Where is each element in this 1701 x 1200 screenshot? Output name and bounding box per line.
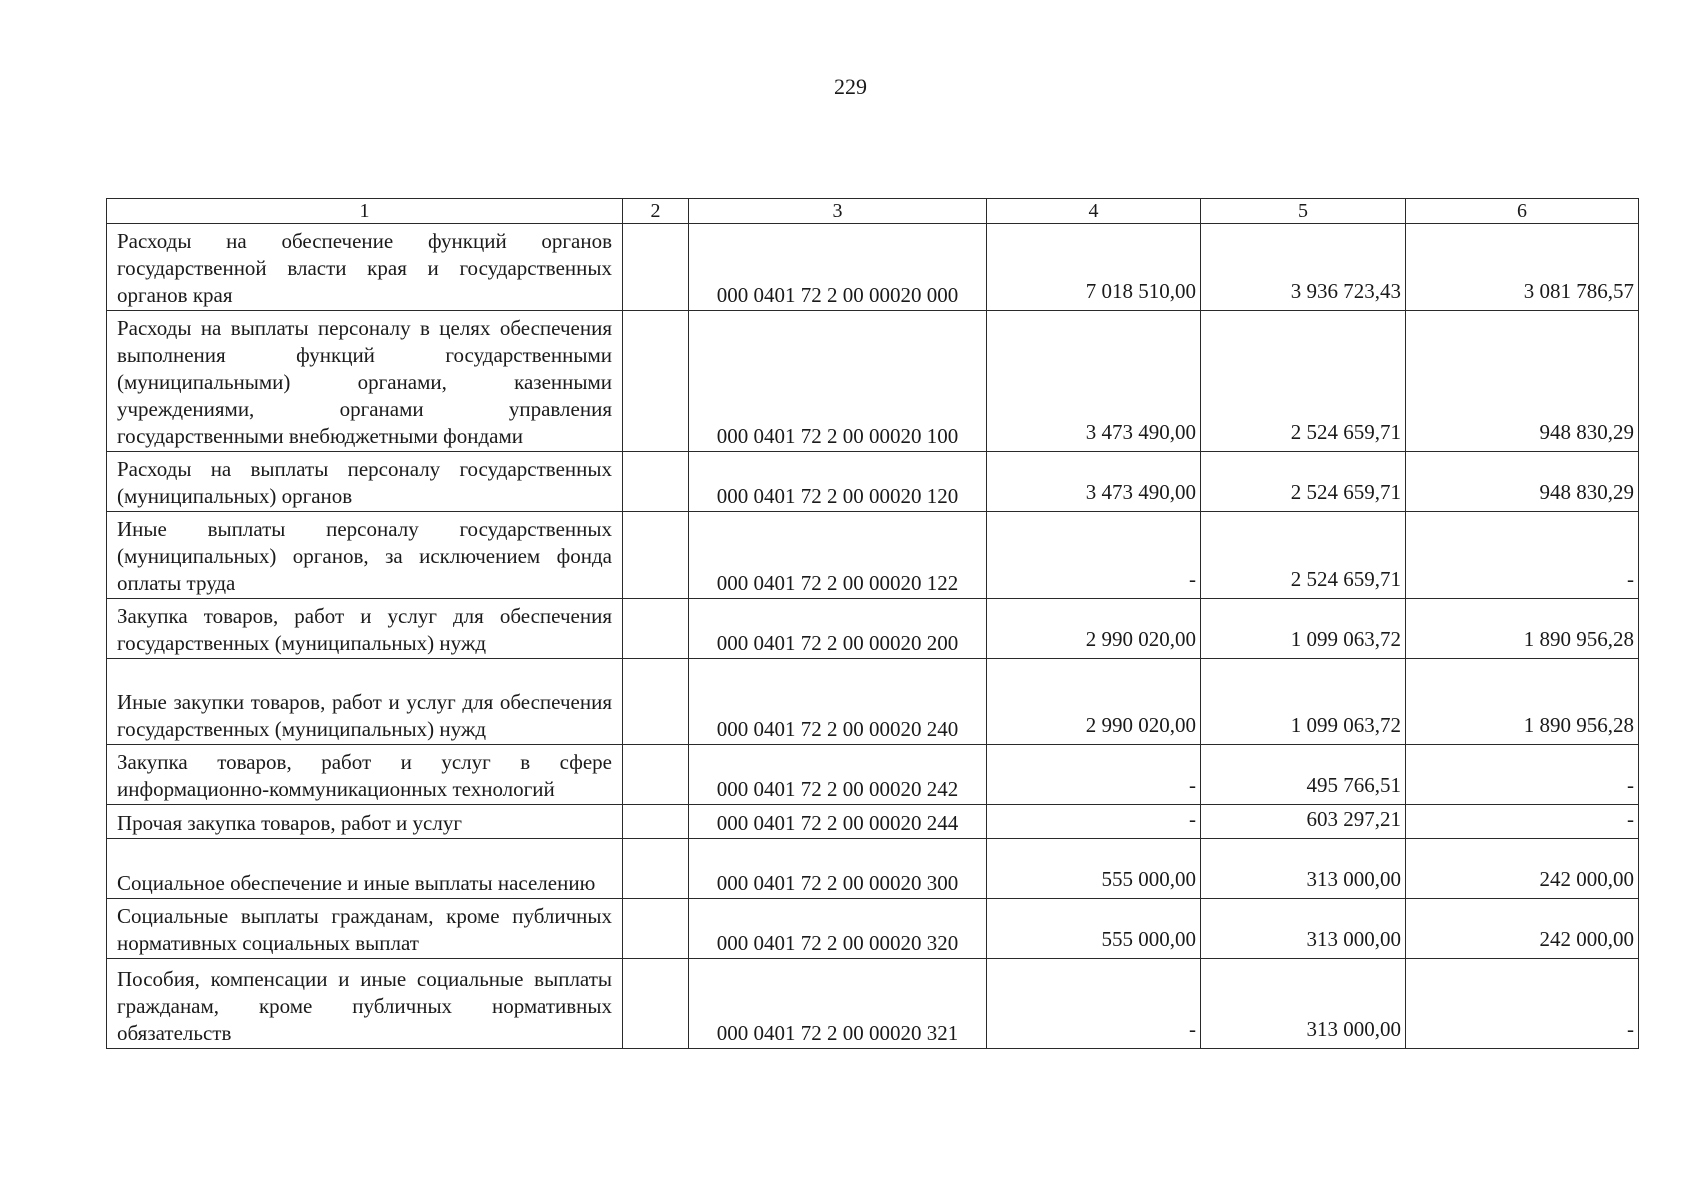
row-unexecuted: 1 890 956,28: [1406, 599, 1639, 659]
row-col2: [623, 745, 689, 805]
row-description: Пособия, компенсации и иные социальные выплаты гражданам, кроме публичных нормативных обязательств: [107, 959, 623, 1049]
row-unexecuted: -: [1406, 805, 1639, 839]
table-row: [107, 512, 1639, 599]
row-unexecuted: 3 081 786,57: [1406, 224, 1639, 311]
row-approved: 555 000,00: [987, 899, 1201, 959]
row-approved: 555 000,00: [987, 839, 1201, 899]
table-row: [107, 659, 1639, 745]
row-unexecuted: -: [1406, 512, 1639, 599]
row-description: Закупка товаров, работ и услуг для обеспечения государственных (муниципальных) нужд: [107, 599, 623, 659]
table-row: [107, 959, 1639, 1049]
row-approved: 3 473 490,00: [987, 452, 1201, 512]
row-unexecuted: 242 000,00: [1406, 839, 1639, 899]
row-executed: 2 524 659,71: [1201, 311, 1406, 452]
row-description: Расходы на обеспечение функций органов государственной власти края и государственных органов края: [107, 224, 623, 311]
row-executed: 3 936 723,43: [1201, 224, 1406, 311]
row-col2: [623, 805, 689, 839]
row-description: Иные закупки товаров, работ и услуг для обеспечения государственных (муниципальных) нужд: [107, 659, 623, 745]
row-code: 000 0401 72 2 00 00020 100: [689, 311, 987, 452]
row-description: Иные выплаты персоналу государственных (муниципальных) органов, за исключением фонда оплаты труда: [107, 512, 623, 599]
row-approved: -: [987, 745, 1201, 805]
row-approved: -: [987, 805, 1201, 839]
row-col2: [623, 959, 689, 1049]
row-code: 000 0401 72 2 00 00020 320: [689, 899, 987, 959]
row-unexecuted: 1 890 956,28: [1406, 659, 1639, 745]
row-code: 000 0401 72 2 00 00020 244: [689, 805, 987, 839]
row-executed: 313 000,00: [1201, 959, 1406, 1049]
row-code: 000 0401 72 2 00 00020 120: [689, 452, 987, 512]
column-number: 2: [623, 199, 689, 224]
row-unexecuted: -: [1406, 959, 1639, 1049]
budget-table-container: [106, 198, 1638, 1049]
table-row: [107, 839, 1639, 899]
row-description: Расходы на выплаты персоналу государственных (муниципальных) органов: [107, 452, 623, 512]
table-row: [107, 899, 1639, 959]
row-description: Закупка товаров, работ и услуг в сфере информационно-коммуникационных технологий: [107, 745, 623, 805]
row-executed: 495 766,51: [1201, 745, 1406, 805]
row-description: Социальные выплаты гражданам, кроме публичных нормативных социальных выплат: [107, 899, 623, 959]
page-number: 229: [834, 74, 867, 99]
column-number-row: [107, 199, 1639, 224]
row-col2: [623, 599, 689, 659]
row-approved: 2 990 020,00: [987, 659, 1201, 745]
row-unexecuted: 242 000,00: [1406, 899, 1639, 959]
table-row: [107, 311, 1639, 452]
row-description: Расходы на выплаты персоналу в целях обеспечения выполнения функций государственными (муниципальными) органами, казенными учреждениями, органами управления государственными внебюджетными фондами: [107, 311, 623, 452]
column-number: 3: [689, 199, 987, 224]
row-description: Прочая закупка товаров, работ и услуг: [107, 805, 623, 839]
row-code: 000 0401 72 2 00 00020 240: [689, 659, 987, 745]
table-row: [107, 599, 1639, 659]
row-col2: [623, 899, 689, 959]
row-code: 000 0401 72 2 00 00020 300: [689, 839, 987, 899]
row-col2: [623, 512, 689, 599]
row-executed: 313 000,00: [1201, 839, 1406, 899]
table-row: [107, 745, 1639, 805]
table-row: [107, 805, 1639, 839]
row-col2: [623, 224, 689, 311]
row-approved: 7 018 510,00: [987, 224, 1201, 311]
row-col2: [623, 839, 689, 899]
row-executed: 1 099 063,72: [1201, 659, 1406, 745]
column-number: 6: [1406, 199, 1639, 224]
column-number: 5: [1201, 199, 1406, 224]
table-row: [107, 224, 1639, 311]
row-col2: [623, 659, 689, 745]
row-executed: 1 099 063,72: [1201, 599, 1406, 659]
column-number: 4: [987, 199, 1201, 224]
row-code: 000 0401 72 2 00 00020 242: [689, 745, 987, 805]
row-unexecuted: -: [1406, 745, 1639, 805]
row-code: 000 0401 72 2 00 00020 321: [689, 959, 987, 1049]
row-code: 000 0401 72 2 00 00020 200: [689, 599, 987, 659]
row-executed: 603 297,21: [1201, 805, 1406, 839]
row-description: Социальное обеспечение и иные выплаты населению: [107, 839, 623, 899]
budget-table: [106, 198, 1639, 1049]
row-executed: 2 524 659,71: [1201, 452, 1406, 512]
row-executed: 313 000,00: [1201, 899, 1406, 959]
row-col2: [623, 452, 689, 512]
table-row: [107, 452, 1639, 512]
row-executed: 2 524 659,71: [1201, 512, 1406, 599]
row-col2: [623, 311, 689, 452]
row-unexecuted: 948 830,29: [1406, 452, 1639, 512]
row-unexecuted: 948 830,29: [1406, 311, 1639, 452]
row-approved: -: [987, 512, 1201, 599]
row-code: 000 0401 72 2 00 00020 122: [689, 512, 987, 599]
row-approved: -: [987, 959, 1201, 1049]
column-number: 1: [107, 199, 623, 224]
row-approved: 3 473 490,00: [987, 311, 1201, 452]
row-code: 000 0401 72 2 00 00020 000: [689, 224, 987, 311]
row-approved: 2 990 020,00: [987, 599, 1201, 659]
